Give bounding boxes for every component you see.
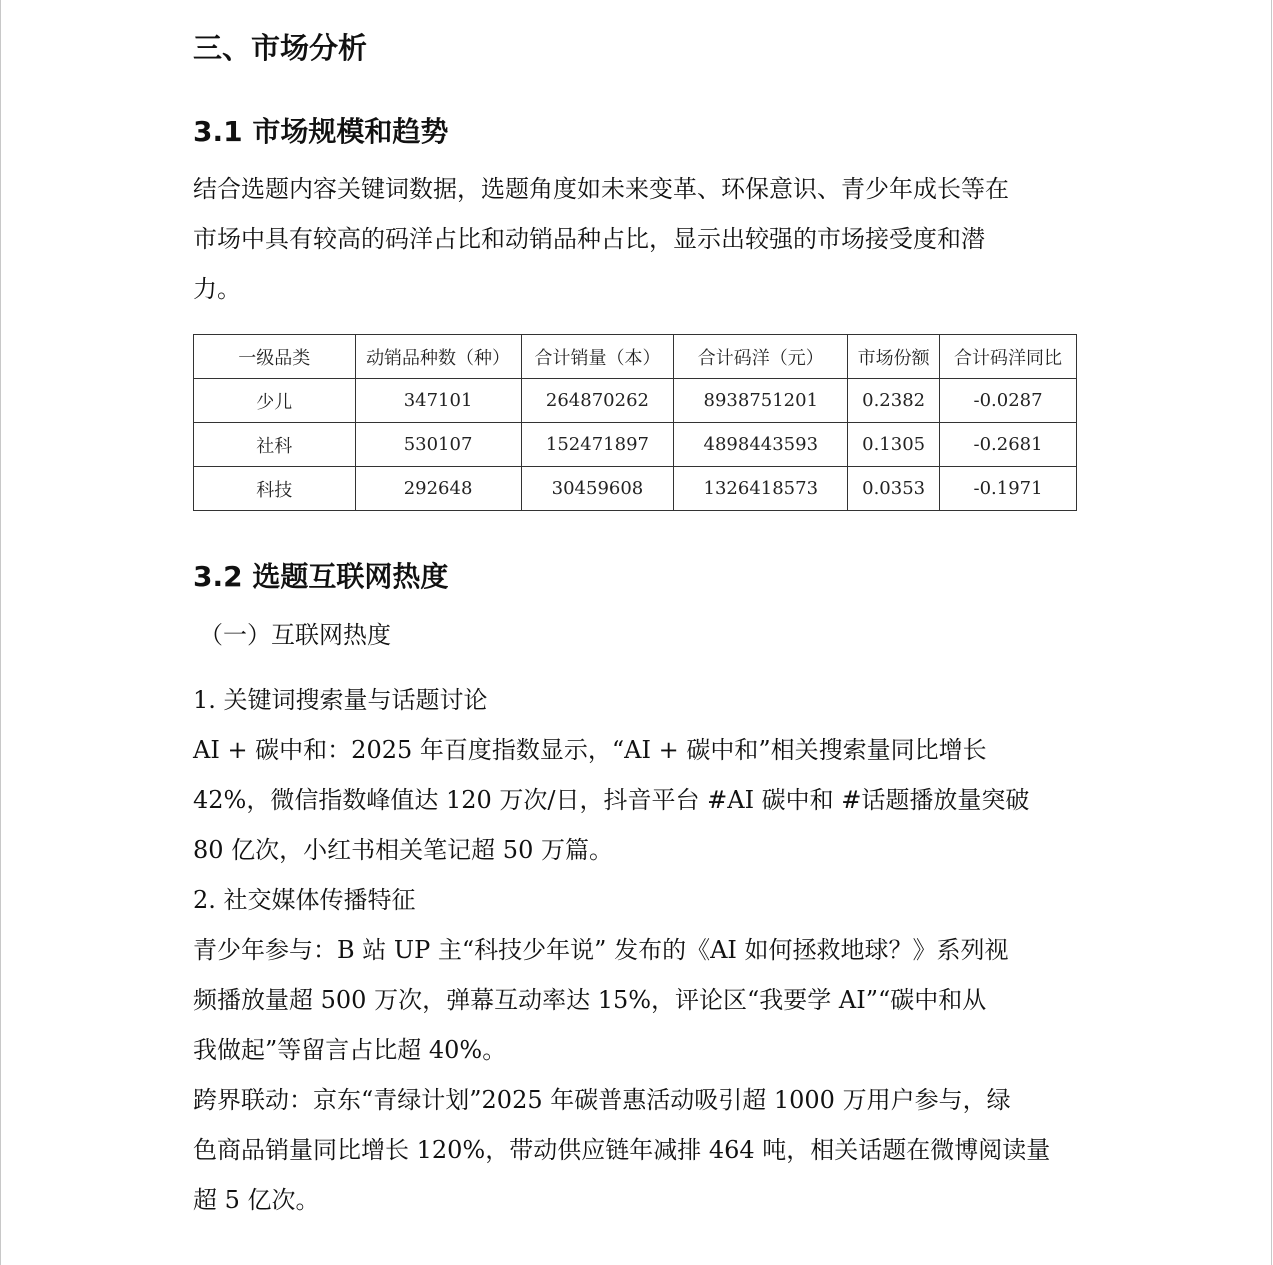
list-heading: 2. 社交媒体传播特征 <box>193 886 416 914</box>
table-cell: 1326418573 <box>674 467 848 511</box>
table-cell: 152471897 <box>521 423 674 467</box>
heat-body <box>193 675 1073 1225</box>
paragraph-line: 频播放量超 500 万次，弹幕互动率达 15%，评论区“我要学 AI”“碳中和从 <box>193 986 987 1014</box>
table-header-cell: 市场份额 <box>848 335 940 379</box>
subheading-internet-heat: （一）互联网热度 <box>199 621 391 649</box>
table-cell: 0.2382 <box>848 379 940 423</box>
page-edge-right <box>1271 0 1272 1265</box>
table-cell: -0.1971 <box>940 467 1077 511</box>
paragraph-line: 色商品销量同比增长 120%，带动供应链年减排 464 吨，相关话题在微博阅读量 <box>193 1136 1051 1164</box>
table-header-cell: 一级品类 <box>194 335 356 379</box>
paragraph-line: 跨界联动：京东“青绿计划”2025 年碳普惠活动吸引超 1000 万用户参与，绿 <box>193 1086 1011 1114</box>
paragraph-line: 结合选题内容关键词数据，选题角度如未来变革、环保意识、青少年成长等在 <box>193 175 1009 203</box>
paragraph-line: 超 5 亿次。 <box>193 1186 320 1214</box>
paragraph-line: 我做起”等留言占比超 40%。 <box>193 1036 507 1064</box>
list-heading: 1. 关键词搜索量与话题讨论 <box>193 686 488 714</box>
table-cell: 292648 <box>355 467 521 511</box>
paragraph-line: 42%，微信指数峰值达 120 万次/日，抖音平台 #AI 碳中和 #话题播放量突破 <box>193 786 1030 814</box>
table-cell: 530107 <box>355 423 521 467</box>
table-row <box>194 423 1077 467</box>
section-title: 三、市场分析 <box>193 31 368 65</box>
table-cell: 4898443593 <box>674 423 848 467</box>
table-cell: 科技 <box>194 467 356 511</box>
intro-paragraph <box>193 164 1073 314</box>
table-header-cell: 合计销量（本） <box>521 335 674 379</box>
table-cell: 30459608 <box>521 467 674 511</box>
table-header-cell: 合计码洋（元） <box>674 335 848 379</box>
table-row <box>194 467 1077 511</box>
paragraph-line: 80 亿次，小红书相关笔记超 50 万篇。 <box>193 836 613 864</box>
table-cell: 264870262 <box>521 379 674 423</box>
table-cell: 0.0353 <box>848 467 940 511</box>
subsection-title-3-1: 3.1 市场规模和趋势 <box>193 115 449 148</box>
table-cell: 347101 <box>355 379 521 423</box>
table-cell: 少儿 <box>194 379 356 423</box>
paragraph-line: 力。 <box>193 275 241 303</box>
market-data-table <box>193 334 1077 511</box>
paragraph-line: 市场中具有较高的码洋占比和动销品种占比，显示出较强的市场接受度和潜 <box>193 225 985 253</box>
paragraph-line: 青少年参与：B 站 UP 主“科技少年说” 发布的《AI 如何拯救地球？》系列视 <box>193 936 1009 964</box>
table-header-cell: 动销品种数（种） <box>355 335 521 379</box>
table-row <box>194 379 1077 423</box>
table-cell: 0.1305 <box>848 423 940 467</box>
table-header-cell: 合计码洋同比 <box>940 335 1077 379</box>
subsection-title-3-2: 3.2 选题互联网热度 <box>193 560 449 593</box>
table-cell: 8938751201 <box>674 379 848 423</box>
table-header-row <box>194 335 1077 379</box>
paragraph-line: AI + 碳中和：2025 年百度指数显示，“AI + 碳中和”相关搜索量同比增长 <box>193 736 987 764</box>
table-cell: -0.0287 <box>940 379 1077 423</box>
page-edge-left <box>0 0 1 1265</box>
table-cell: -0.2681 <box>940 423 1077 467</box>
table-cell: 社科 <box>194 423 356 467</box>
